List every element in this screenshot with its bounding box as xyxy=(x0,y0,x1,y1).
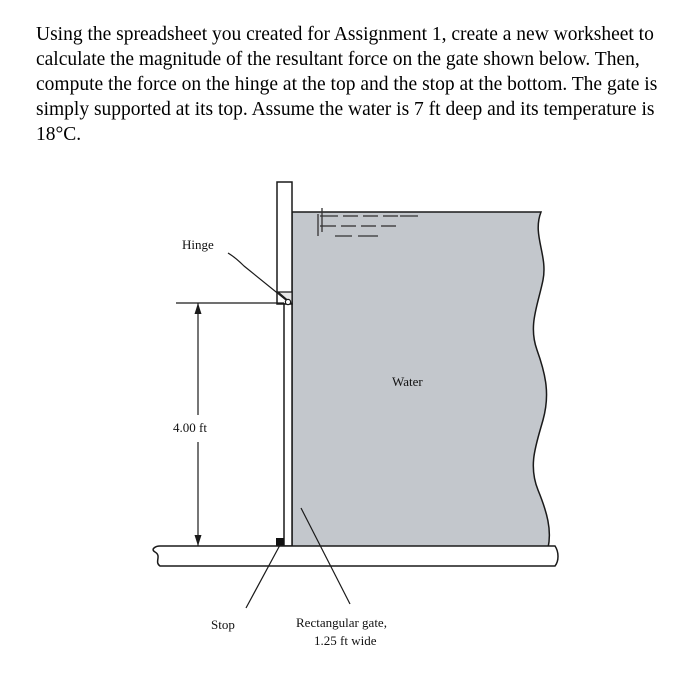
stop-label: Stop xyxy=(211,617,235,632)
problem-statement: Using the spreadsheet you created for Assignment 1, create a new worksheet to calculate the magnitude of the resultant force on the gate shown below. Then, compute the force on the hinge at the top and the stop at the bottom. The gate is simply supported at its top. Assume the water is 7 ft deep and its temperature is 18°C. xyxy=(36,24,658,145)
gate-label-line1: Rectangular gate, xyxy=(296,615,387,630)
height-label: 4.00 ft xyxy=(173,420,207,435)
gate-label-line2: 1.25 ft wide xyxy=(314,633,377,648)
floor xyxy=(153,546,558,566)
wall xyxy=(277,182,292,304)
water-label: Water xyxy=(392,374,423,389)
stop xyxy=(276,538,284,546)
hinge-label: Hinge xyxy=(182,237,214,252)
rectangular-gate xyxy=(284,304,292,546)
